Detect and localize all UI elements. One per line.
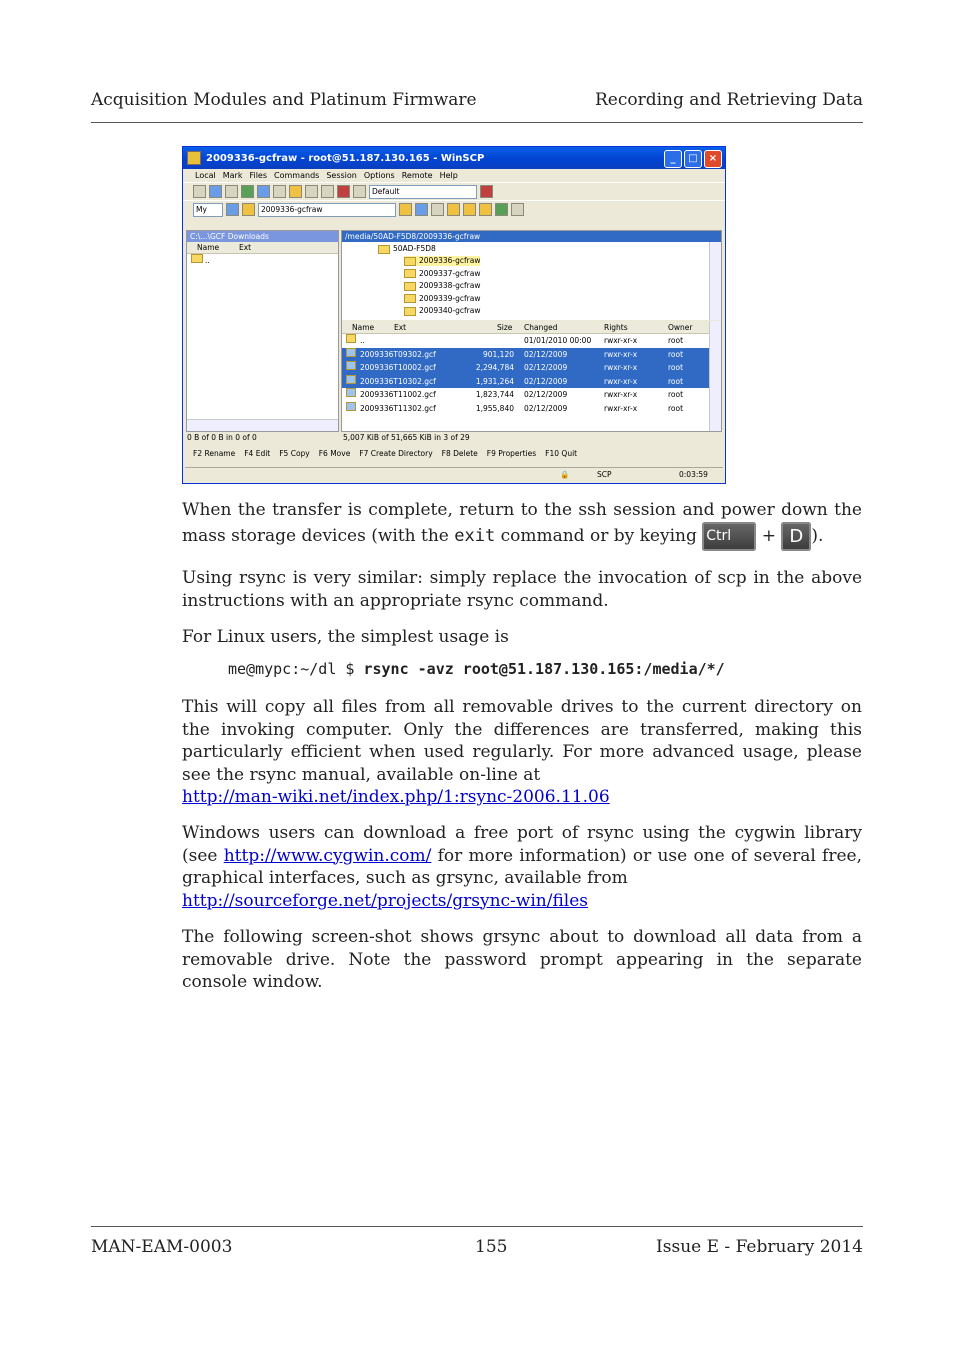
footer-issue: Issue E - February 2014 bbox=[656, 1237, 863, 1257]
parent-dir-icon[interactable] bbox=[447, 203, 460, 216]
menu-remote[interactable]: Remote bbox=[401, 171, 433, 180]
file-name: .. bbox=[360, 336, 365, 345]
col-name[interactable]: Name bbox=[352, 323, 375, 332]
sync-icon[interactable] bbox=[241, 185, 254, 198]
winscp-window bbox=[182, 146, 726, 484]
minimize-button[interactable]: _ bbox=[664, 150, 682, 168]
protocol-label: SCP bbox=[597, 470, 612, 479]
menu-local[interactable]: Local bbox=[195, 171, 216, 180]
elapsed-time: 0:03:59 bbox=[679, 470, 708, 479]
menu-mark[interactable]: Mark bbox=[222, 171, 243, 180]
menu-files[interactable]: Files bbox=[249, 171, 268, 180]
main-toolbar bbox=[183, 182, 725, 200]
rsync-command-line bbox=[228, 660, 725, 678]
file-rights: rwxr-xr-x bbox=[604, 390, 638, 399]
paragraph-rsync: Using rsync is very similar: simply replace the invocation of scp in the above instructions with an appropriate rsync command. bbox=[182, 568, 862, 611]
col-size[interactable]: Size bbox=[497, 323, 513, 332]
file-name: 2009336T11302.gcf bbox=[360, 403, 436, 413]
paragraph-transfer-complete: When the transfer is complete, return to the ssh session and power down the mass storage devices (with the exit command or by keying Ctrl + D ). bbox=[182, 499, 862, 551]
f2-rename-button[interactable]: F2 Rename bbox=[193, 448, 236, 458]
file-size: 2,294,784 bbox=[475, 363, 514, 372]
paragraph-windows: Windows users can download a free port of rsync using the cygwin library (see http://www.cygwin.com/ for more information) or use one of several free, graphical interfaces, such as grsync, available from http://sourceforge.net/projects/grsync-win/files bbox=[182, 823, 862, 911]
remote-pane[interactable] bbox=[341, 230, 722, 432]
file-changed: 02/12/2009 bbox=[524, 363, 568, 372]
exit-command: exit bbox=[454, 525, 496, 546]
session-icon[interactable] bbox=[480, 185, 493, 198]
local-path: C:\...\GCF Downloads bbox=[187, 231, 338, 242]
header-left: Acquisition Modules and Platinum Firmware bbox=[91, 90, 477, 110]
forward-icon[interactable] bbox=[431, 203, 444, 216]
tree-node[interactable]: 50AD-F5D8 bbox=[378, 244, 436, 254]
menu-session[interactable]: Session bbox=[326, 171, 357, 180]
file-owner: root bbox=[668, 336, 684, 345]
file-rights: rwxr-xr-x bbox=[604, 336, 638, 345]
file-row[interactable] bbox=[342, 375, 721, 389]
paragraph-copy-all: This will copy all files from all removable drives to the current directory on the invoking computer. Only the differences are transferred, making this particularly efficient when used regularly. For more advanced usage, please see the rsync manual, available on-line at http://man-wiki.net/index.php/1:rsync-2006.11.06 bbox=[182, 697, 862, 807]
queue-icon[interactable] bbox=[225, 185, 238, 198]
file-row[interactable] bbox=[342, 388, 721, 402]
file-row[interactable] bbox=[342, 402, 721, 416]
tree-node[interactable]: 2009337-gcfraw bbox=[404, 269, 480, 279]
tree-scrollbar[interactable] bbox=[709, 242, 721, 320]
tree-node[interactable]: 2009340-gcfraw bbox=[404, 306, 480, 316]
local-hscroll[interactable] bbox=[187, 419, 338, 431]
folder-icon bbox=[378, 245, 390, 254]
lock-icon: 🔒 bbox=[560, 470, 570, 479]
col-ext[interactable]: Ext bbox=[394, 323, 407, 332]
file-name: 2009336T11002.gcf bbox=[360, 390, 436, 399]
header-rule bbox=[91, 122, 863, 123]
file-row[interactable] bbox=[342, 361, 721, 375]
remote-tree[interactable] bbox=[342, 242, 721, 322]
file-changed: 02/12/2009 bbox=[524, 349, 568, 359]
col-owner[interactable]: Owner bbox=[668, 323, 693, 332]
file-rights: rwxr-xr-x bbox=[604, 403, 638, 413]
tree-node[interactable]: 2009339-gcfraw bbox=[404, 294, 480, 304]
folder-icon bbox=[404, 269, 416, 278]
root-dir-icon[interactable] bbox=[463, 203, 476, 216]
file-size: 901,120 bbox=[482, 349, 514, 359]
f4-edit-button[interactable]: F4 Edit bbox=[244, 448, 271, 458]
find-icon[interactable] bbox=[511, 203, 524, 216]
filter-icon[interactable] bbox=[337, 185, 350, 198]
file-changed: 01/01/2010 00:00 bbox=[524, 336, 592, 345]
remote-path: /media/50AD-F5D8/2009336-gcfraw bbox=[342, 231, 721, 242]
file-size: 1,931,264 bbox=[475, 376, 514, 386]
file-owner: root bbox=[668, 403, 684, 413]
col-changed[interactable]: Changed bbox=[524, 323, 558, 332]
ctrl-key: Ctrl bbox=[702, 522, 756, 551]
file-rights: rwxr-xr-x bbox=[604, 363, 638, 372]
unselect-icon[interactable] bbox=[321, 185, 334, 198]
file-rights: rwxr-xr-x bbox=[604, 376, 638, 386]
page-number: 155 bbox=[475, 1237, 508, 1257]
status-bar bbox=[185, 467, 723, 482]
folder-icon bbox=[404, 307, 416, 316]
file-name: 2009336T10302.gcf bbox=[360, 376, 436, 386]
f7-create-directory-button[interactable]: F7 Create Directory bbox=[359, 448, 433, 458]
file-owner: root bbox=[668, 390, 684, 399]
f6-move-button[interactable]: F6 Move bbox=[318, 448, 351, 458]
paragraph-screenshot: The following screen-shot shows grsync about to download all data from a removable drive. Note the password prompt appearing in the separate console window. bbox=[182, 927, 862, 992]
preferences-icon[interactable] bbox=[193, 185, 206, 198]
file-changed: 02/12/2009 bbox=[524, 403, 568, 413]
parent-folder-icon bbox=[191, 254, 203, 263]
file-size: 1,823,744 bbox=[475, 390, 514, 399]
folder-icon bbox=[404, 257, 416, 266]
winscp-app-icon bbox=[187, 151, 201, 165]
f9-properties-button[interactable]: F9 Properties bbox=[486, 448, 537, 458]
invert-icon[interactable] bbox=[353, 185, 366, 198]
f5-copy-button[interactable]: F5 Copy bbox=[279, 448, 310, 458]
file-name: 2009336T10002.gcf bbox=[360, 363, 436, 372]
transfer-settings-combo[interactable]: Default bbox=[369, 185, 477, 199]
local-row[interactable]: .. bbox=[187, 254, 338, 268]
menu-options[interactable]: Options bbox=[363, 171, 395, 180]
refresh-dir-icon[interactable] bbox=[495, 203, 508, 216]
file-row[interactable] bbox=[342, 348, 721, 362]
d-key: D bbox=[781, 522, 811, 551]
col-rights[interactable]: Rights bbox=[604, 323, 628, 332]
file-size: 1,955,840 bbox=[475, 403, 514, 413]
menu-commands[interactable]: Commands bbox=[274, 171, 320, 180]
local-col-ext[interactable]: Ext bbox=[239, 243, 252, 252]
left-back-icon[interactable] bbox=[226, 203, 239, 216]
tree-node[interactable]: 2009336-gcfraw bbox=[404, 256, 480, 266]
file-owner: root bbox=[668, 376, 684, 386]
remote-status: 5,007 KiB of 51,665 KiB in 3 of 29 bbox=[343, 433, 470, 442]
home-dir-icon[interactable] bbox=[479, 203, 492, 216]
local-status: 0 B of 0 B in 0 of 0 bbox=[187, 433, 257, 442]
window-titlebar bbox=[183, 147, 725, 169]
f8-delete-button[interactable]: F8 Delete bbox=[441, 448, 478, 458]
file-scrollbar[interactable] bbox=[709, 321, 721, 431]
file-owner: root bbox=[668, 349, 684, 359]
left-folder-icon[interactable] bbox=[242, 203, 255, 216]
open-dir-icon[interactable] bbox=[399, 203, 412, 216]
refresh-icon[interactable] bbox=[257, 185, 270, 198]
file-changed: 02/12/2009 bbox=[524, 390, 568, 399]
file-rights: rwxr-xr-x bbox=[604, 349, 638, 359]
path-toolbar bbox=[183, 200, 725, 218]
tree-node[interactable]: 2009338-gcfraw bbox=[404, 281, 480, 291]
terminal-icon[interactable] bbox=[273, 185, 286, 198]
explorer-icon[interactable] bbox=[289, 185, 302, 198]
rsync-manual-link[interactable]: http://man-wiki.net/index.php/1:rsync-2006.11.06 bbox=[182, 787, 610, 807]
folder-icon bbox=[404, 282, 416, 291]
file-changed: 02/12/2009 bbox=[524, 376, 568, 386]
f10-quit-button[interactable]: F10 Quit bbox=[545, 448, 578, 458]
header-right: Recording and Retrieving Data bbox=[595, 90, 863, 110]
right-dir-combo[interactable]: 2009336-gcfraw bbox=[258, 203, 396, 217]
menu-bar bbox=[183, 169, 725, 182]
paragraph-linux: For Linux users, the simplest usage is bbox=[182, 627, 509, 647]
local-pane[interactable] bbox=[186, 230, 339, 432]
menu-help[interactable]: Help bbox=[439, 171, 458, 180]
left-drive-combo[interactable]: My bbox=[193, 203, 223, 217]
footer-rule bbox=[91, 1226, 863, 1227]
compare-icon[interactable] bbox=[209, 185, 222, 198]
file-owner: root bbox=[668, 363, 684, 372]
window-title: 2009336-gcfraw - root@51.187.130.165 - WinSCP bbox=[206, 152, 485, 164]
file-name: 2009336T09302.gcf bbox=[360, 349, 436, 359]
footer-doc-id: MAN-EAM-0003 bbox=[91, 1237, 233, 1257]
cygwin-link[interactable]: http://www.cygwin.com/ bbox=[223, 845, 432, 866]
back-icon[interactable] bbox=[415, 203, 428, 216]
shell-prompt: me@mypc:~/dl $ bbox=[228, 660, 364, 678]
rsync-command: rsync -avz root@51.187.130.165:/media/*/ bbox=[363, 660, 725, 678]
local-col-name[interactable]: Name bbox=[197, 243, 220, 252]
folder-icon bbox=[404, 294, 416, 303]
function-key-bar bbox=[187, 446, 721, 460]
file-row[interactable] bbox=[342, 334, 721, 348]
select-icon[interactable] bbox=[305, 185, 318, 198]
close-button[interactable]: × bbox=[704, 150, 722, 168]
maximize-button[interactable]: □ bbox=[684, 150, 702, 168]
grsync-link[interactable]: http://sourceforge.net/projects/grsync-win/files bbox=[182, 890, 589, 911]
